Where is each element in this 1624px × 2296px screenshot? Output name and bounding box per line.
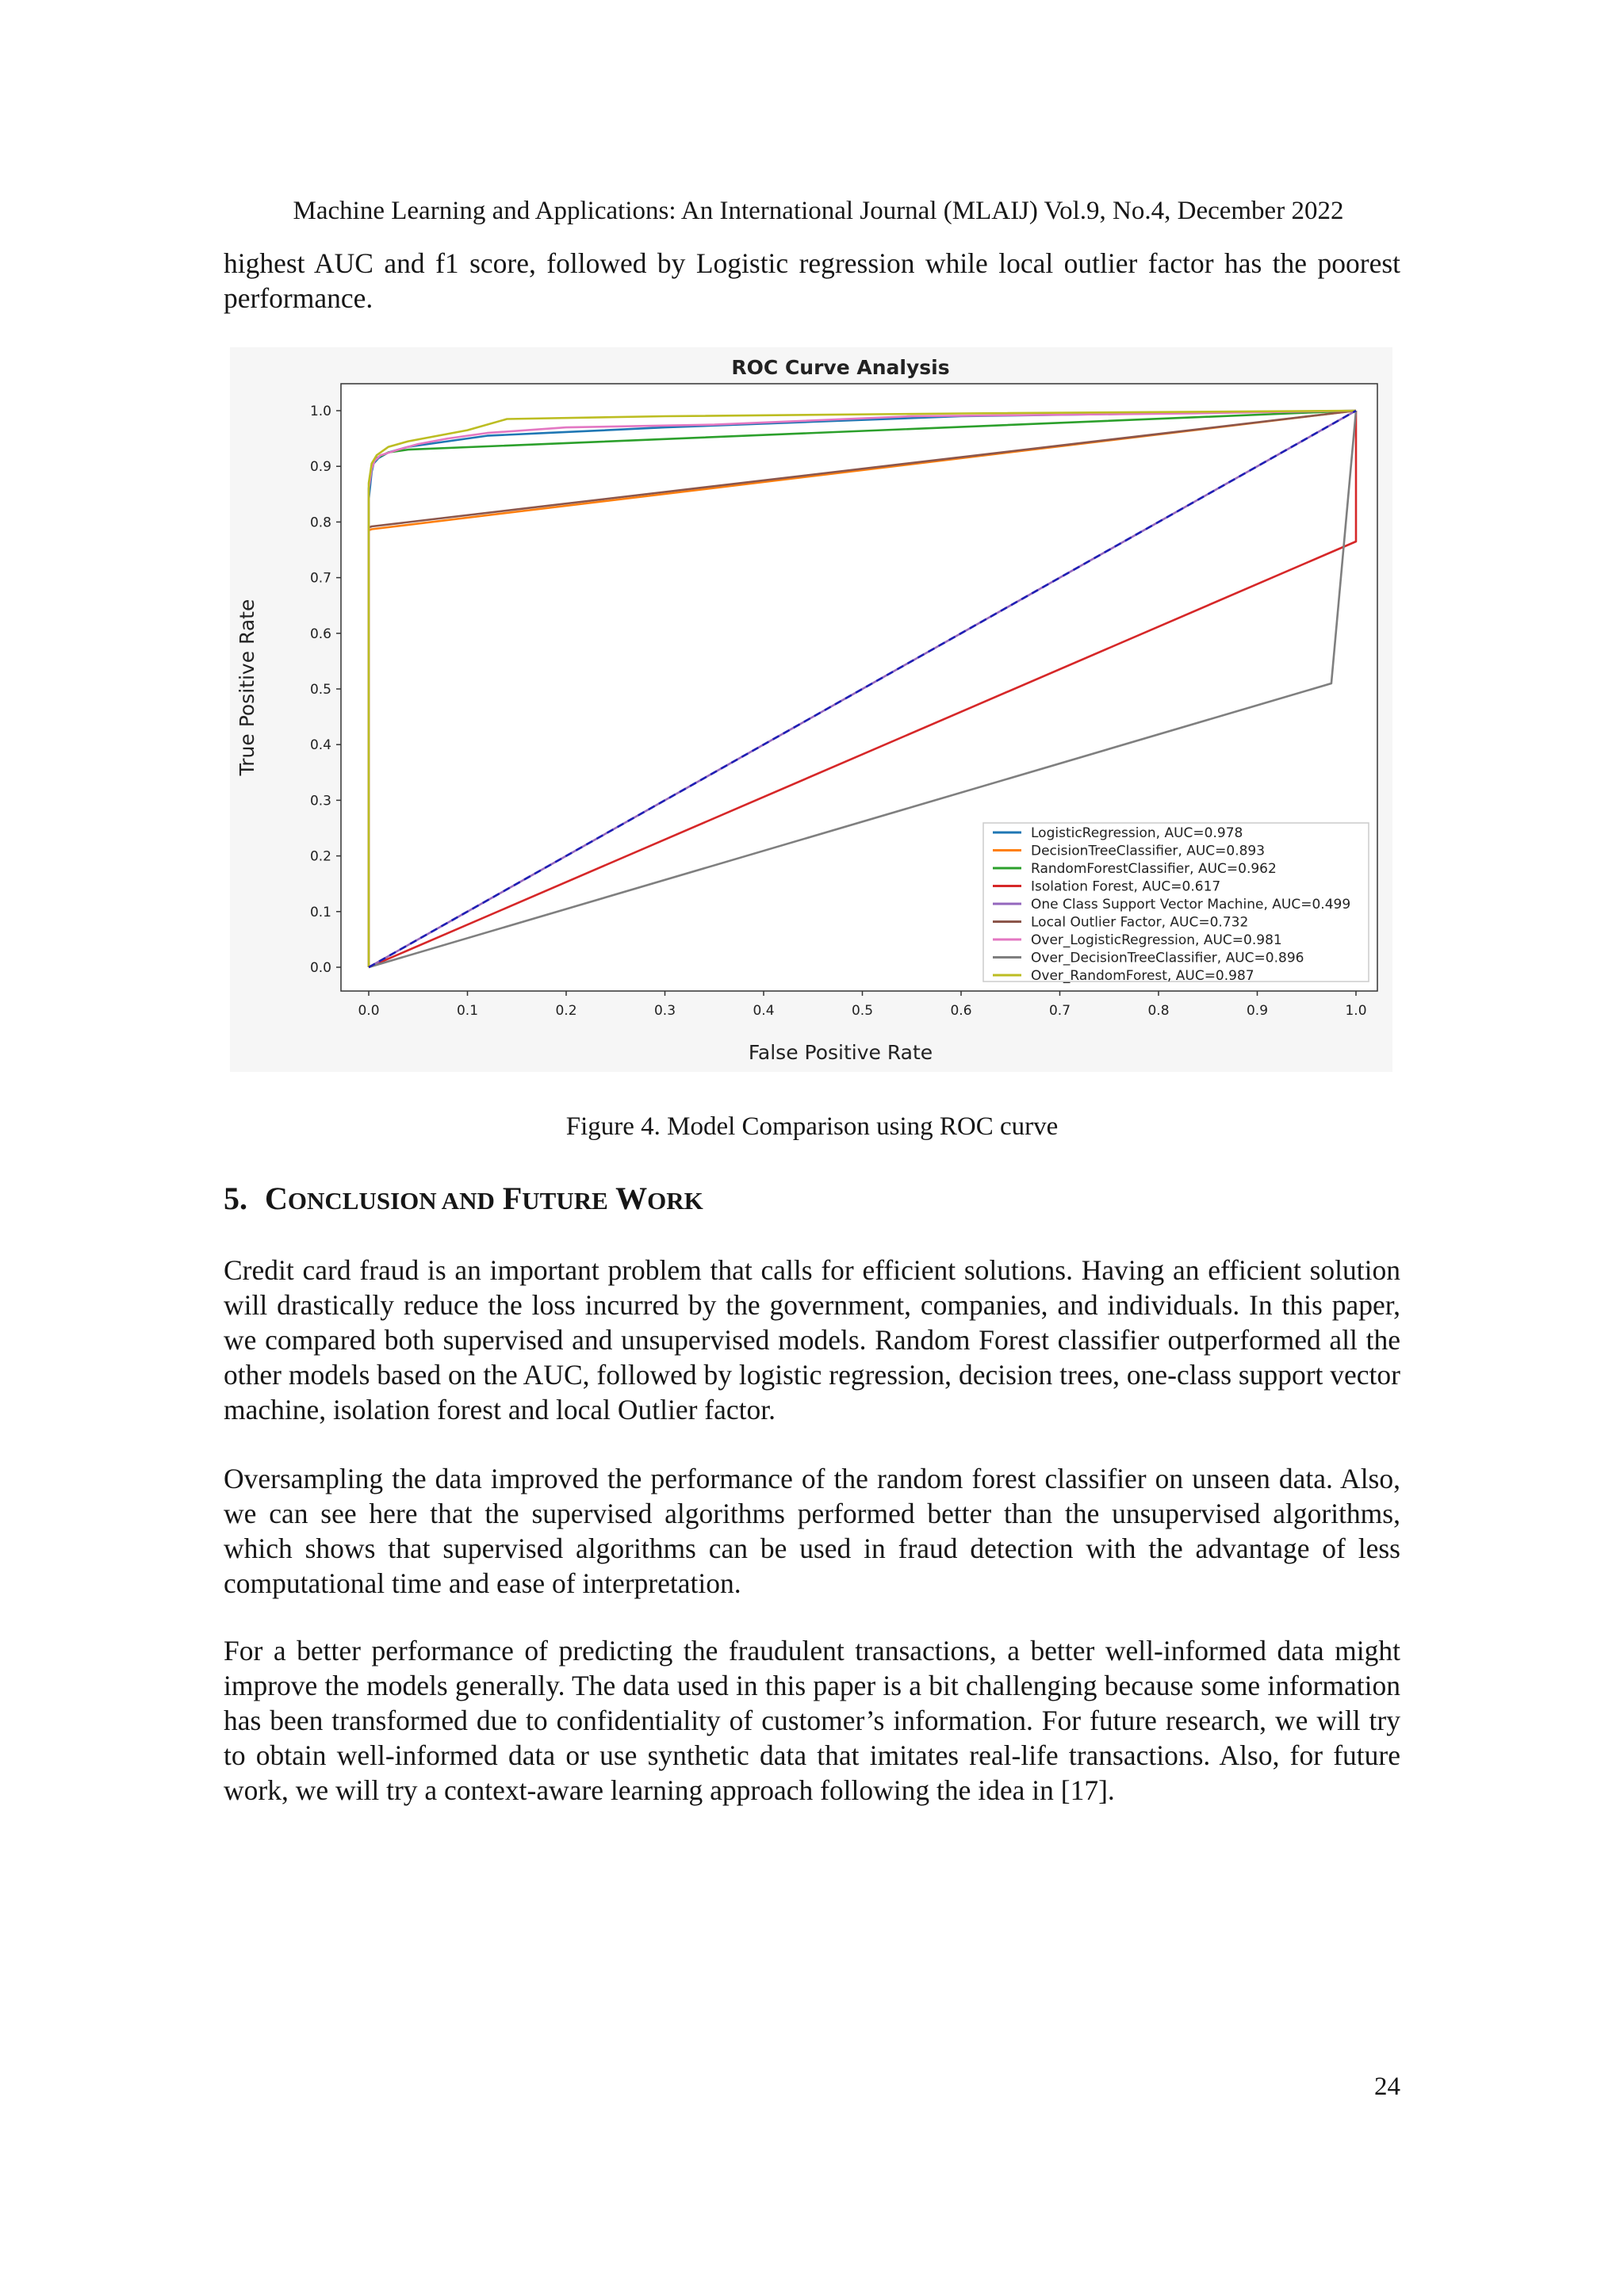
chart-title: ROC Curve Analysis bbox=[731, 356, 950, 379]
x-tick-label: 0.3 bbox=[653, 1003, 676, 1019]
intro-paragraph: highest AUC and f1 score, followed by Logistic regression while local outlier factor has the poorest performance. bbox=[224, 247, 1400, 314]
x-tick-label: 1.0 bbox=[1345, 1003, 1367, 1019]
y-tick-label: 0.9 bbox=[309, 459, 331, 476]
y-tick-label: 1.0 bbox=[309, 404, 331, 419]
legend-label: Isolation Forest, AUC=0.617 bbox=[1031, 878, 1221, 895]
legend-label: Over_RandomForest, AUC=0.987 bbox=[1031, 968, 1254, 984]
y-tick-label: 0.8 bbox=[309, 515, 331, 531]
x-tick-label: 0.1 bbox=[456, 1003, 479, 1019]
y-axis-label: True Positive Rate bbox=[236, 599, 259, 776]
y-tick-label: 0.1 bbox=[309, 904, 331, 920]
legend-label: LogisticRegression, AUC=0.978 bbox=[1031, 825, 1243, 841]
x-tick-label: 0.5 bbox=[851, 1003, 874, 1019]
roc-chart bbox=[230, 347, 1392, 1072]
x-tick-label: 0.0 bbox=[358, 1003, 380, 1019]
figure-caption: Figure 4. Model Comparison using ROC curve bbox=[565, 1112, 1059, 1141]
y-tick-label: 0.2 bbox=[309, 848, 331, 865]
body-paragraph: For a better performance of predicting the fraudulent transactions, a better well-informed data might improve the models generally. The data used in this paper is a bit challenging because some information has been transformed due to confidentiality of customer’s information. For future research, we will try to obtain well-informed data or use synthetic data that imitates real-life transactions. Also, for future work, we will try a context-aware learning approach following the idea in [17]. bbox=[224, 1635, 1400, 1806]
y-tick-label: 0.7 bbox=[309, 570, 331, 587]
title-word: CONCLUSION AND bbox=[265, 1181, 495, 1216]
page-number: 24 bbox=[1374, 2072, 1400, 2101]
title-word: WORK bbox=[615, 1181, 703, 1216]
y-tick-label: 0.5 bbox=[309, 682, 331, 698]
x-tick-label: 0.9 bbox=[1246, 1003, 1269, 1019]
section-heading bbox=[224, 1177, 1400, 1223]
body-paragraph: Oversampling the data improved the performance of the random forest classifier on unseen data. Also, we can see here that the supervised algorithms performed better than the unsupervised algorithms, which shows that supervised algorithms can be used in fraud detection with the advantage of less computational time and ease of interpretation. bbox=[224, 1463, 1400, 1599]
roc-figure bbox=[230, 347, 1392, 1072]
title-word: FUTURE bbox=[502, 1181, 608, 1216]
body-paragraph: Credit card fraud is an important problem that calls for efficient solutions. Having an efficient solution will drastically reduce the loss incurred by the government, companies, and individuals. In this paper, we compared both supervised and unsupervised models. Random Forest classifier outperformed all the other models based on the AUC, followed by logistic regression, decision trees, one-class support vector machine, isolation forest and local Outlier factor. bbox=[224, 1254, 1400, 1425]
x-axis-label: False Positive Rate bbox=[748, 1041, 933, 1064]
x-tick-label: 0.7 bbox=[1048, 1003, 1071, 1019]
y-tick-label: 0.0 bbox=[309, 960, 331, 976]
section-title bbox=[265, 1181, 703, 1216]
y-tick-label: 0.4 bbox=[309, 737, 331, 754]
section-number: 5. bbox=[224, 1181, 247, 1216]
legend-label: RandomForestClassifier, AUC=0.962 bbox=[1031, 861, 1277, 877]
journal-header: Machine Learning and Applications: An International Journal (MLAIJ) Vol.9, No.4, December 2022 bbox=[293, 197, 1344, 225]
y-tick-label: 0.3 bbox=[309, 793, 331, 809]
x-tick-label: 0.4 bbox=[753, 1003, 775, 1019]
x-tick-label: 0.6 bbox=[950, 1003, 972, 1019]
legend-label: Over_DecisionTreeClassifier, AUC=0.896 bbox=[1031, 950, 1304, 966]
legend-label: One Class Support Vector Machine, AUC=0.499 bbox=[1031, 897, 1351, 913]
x-tick-label: 0.2 bbox=[555, 1003, 577, 1019]
x-tick-label: 0.8 bbox=[1147, 1003, 1170, 1019]
legend-label: DecisionTreeClassifier, AUC=0.893 bbox=[1031, 843, 1266, 859]
y-tick-label: 0.6 bbox=[309, 626, 331, 642]
legend-label: Local Outlier Factor, AUC=0.732 bbox=[1031, 914, 1249, 931]
chart-legend bbox=[983, 823, 1369, 984]
legend-label: Over_LogisticRegression, AUC=0.981 bbox=[1031, 932, 1282, 948]
